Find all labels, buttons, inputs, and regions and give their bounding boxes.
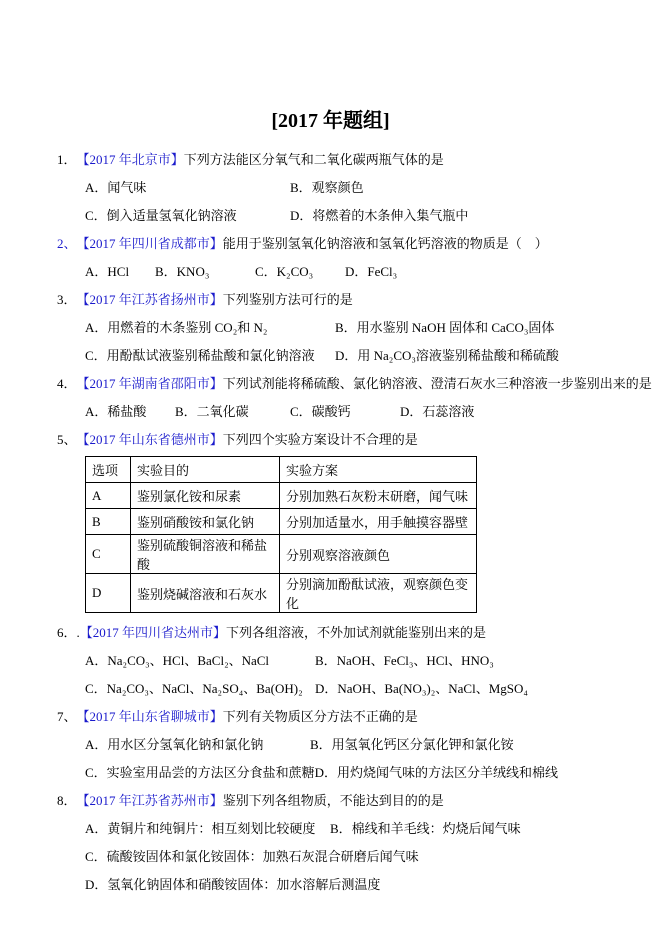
option-c: C．硫酸铵固体和氯化铵固体：加熟石灰混合研磨后闻气味: [85, 848, 419, 864]
table-row: [86, 509, 477, 535]
question-number: 7、: [57, 708, 77, 724]
page-title: [2017 年题组]: [271, 110, 390, 132]
question-3: [57, 284, 649, 312]
question-4-options-row-1: [57, 396, 649, 424]
cell-goal: 鉴别硫酸铜溶液和稀盐酸: [131, 535, 280, 574]
question-number: 1．: [57, 151, 77, 167]
table-header-row: [86, 457, 477, 483]
question-stem: 下列试剂能将稀硫酸、氯化钠溶液、澄清石灰水三种溶液一步鉴别出来的是: [222, 375, 652, 391]
cell-goal: 鉴别氯化铵和尿素: [131, 483, 280, 509]
option-c: C．用酚酞试液鉴别稀盐酸和氯化钠溶液: [85, 347, 315, 363]
question-1-options-row-1: [57, 172, 649, 200]
option-b: B．二氧化碳: [175, 403, 249, 419]
question-2: [57, 228, 649, 256]
option-c: C．K₂CO₃: [255, 263, 314, 279]
question-number: 6．.: [57, 624, 80, 640]
question-8: [57, 785, 649, 813]
option-a: A．Na₂CO₃、HCl、BaCl₂、NaCl: [85, 652, 270, 668]
option-d: D．石蕊溶液: [400, 403, 475, 419]
question-source: 【2017 年四川省达州市】: [79, 624, 227, 640]
question-source: 【2017 年四川省成都市】: [76, 235, 223, 251]
question-3-options-row-2: [57, 340, 649, 368]
cell-option: B: [86, 509, 131, 535]
option-a: A．用水区分氢氧化钠和氯化钠: [85, 736, 264, 752]
header-option: 选项: [86, 457, 131, 483]
question-8-options-row-2: [57, 841, 649, 869]
option-b: B．用水鉴别 NaOH 固体和 CaCO₃固体: [335, 319, 555, 335]
option-a: A．稀盐酸: [85, 403, 147, 419]
question-number: 2、: [57, 235, 77, 251]
option-d: D．NaOH、Ba(NO₃)₂、NaCl、MgSO₄: [315, 680, 528, 696]
cell-plan: 分别滴加酚酞试液，观察颜色变化: [280, 574, 477, 613]
cell-option: A: [86, 483, 131, 509]
question-stem: 下列四个实验方案设计不合理的是: [222, 431, 418, 447]
question-source: 【2017 年江苏省扬州市】: [76, 291, 223, 307]
table-row: [86, 535, 477, 574]
question-7-options-row-1: [57, 729, 649, 757]
option-d: D．用 Na₂CO₃溶液鉴别稀盐酸和稀硫酸: [335, 347, 559, 363]
question-number: 5、: [57, 431, 77, 447]
option-c: C．Na₂CO₃、NaCl、Na₂SO₄、Ba(OH)₂: [85, 680, 303, 696]
question-6-options-row-2: [57, 673, 649, 701]
cell-plan: 分别观察溶液颜色: [280, 535, 477, 574]
option-a: A．用燃着的木条鉴别 CO₂和 N₂: [85, 319, 268, 335]
option-c: C．实验室用品尝的方法区分食盐和蔗糖: [85, 764, 315, 780]
cell-goal: 鉴别硝酸铵和氯化钠: [131, 509, 280, 535]
question-2-options-row-1: [57, 256, 649, 284]
question-6: [57, 617, 649, 645]
question-number: 8．: [57, 792, 77, 808]
option-c: C．倒入适量氢氧化钠溶液: [85, 207, 237, 223]
question-source: 【2017 年山东省德州市】: [76, 431, 223, 447]
question-7: [57, 701, 649, 729]
option-b: B．观察颜色: [290, 179, 364, 195]
header-plan: 实验方案: [280, 457, 477, 483]
option-d: D．用灼烧闻气味的方法区分羊绒线和棉线: [314, 764, 559, 780]
table-row: [86, 574, 477, 613]
option-d: D．FeCl₃: [345, 263, 398, 279]
question-source: 【2017 年山东省聊城市】: [76, 708, 223, 724]
question-stem: 鉴别下列各组物质，不能达到目的的是: [222, 792, 444, 808]
option-a: A．黄铜片和纯铜片：相互刻划比较硬度: [85, 820, 316, 836]
table-row: [86, 483, 477, 509]
question-7-options-row-2: [57, 757, 649, 785]
question-stem: 下列方法能区分氧气和二氧化碳两瓶气体的是: [183, 151, 444, 167]
question-number: 3．: [57, 291, 77, 307]
question-6-options-row-1: [57, 645, 649, 673]
question-stem: 能用于鉴别氢氧化钠溶液和氢氧化钙溶液的物质是（ ）: [222, 235, 548, 251]
header-goal: 实验目的: [131, 457, 280, 483]
option-b: B．KNO₃: [155, 263, 210, 279]
option-d: D．将燃着的木条伸入集气瓶中: [290, 207, 469, 223]
question-stem: 下列鉴别方法可行的是: [222, 291, 353, 307]
question-1-options-row-2: [57, 200, 649, 228]
option-d: D．氢氧化钠固体和硝酸铵固体：加水溶解后测温度: [85, 876, 381, 892]
question-stem: 下列各组溶液，不外加试剂就能鉴别出来的是: [226, 624, 487, 640]
question-stem: 下列有关物质区分方法不正确的是: [222, 708, 418, 724]
question-8-options-row-1: [57, 813, 649, 841]
question-source: 【2017 年湖南省邵阳市】: [76, 375, 223, 391]
option-a: A．闻气味: [85, 179, 147, 195]
option-a: A．HCl: [85, 263, 130, 279]
question-4: [57, 368, 652, 396]
question-source: 【2017 年江苏省苏州市】: [76, 792, 223, 808]
question-source: 【2017 年北京市】: [76, 151, 184, 167]
question-8-options-row-3: [57, 869, 649, 897]
option-b: B．棉线和羊毛线：灼烧后闻气味: [330, 820, 521, 836]
option-c: C．碳酸钙: [290, 403, 351, 419]
cell-option: D: [86, 574, 131, 613]
cell-plan: 分别加适量水，用手触摸容器壁: [280, 509, 477, 535]
experiment-table: [85, 456, 477, 613]
option-b: B．NaOH、FeCl₃、HCl、HNO₃: [315, 652, 494, 668]
cell-option: C: [86, 535, 131, 574]
option-b: B．用氢氧化钙区分氯化钾和氯化铵: [310, 736, 514, 752]
cell-goal: 鉴别烧碱溶液和石灰水: [131, 574, 280, 613]
question-5: [57, 424, 649, 452]
question-1: [57, 144, 649, 172]
cell-plan: 分别加熟石灰粉末研磨，闻气味: [280, 483, 477, 509]
question-number: 4．: [57, 375, 77, 391]
question-3-options-row-1: [57, 312, 649, 340]
document-content: [0, 144, 661, 897]
